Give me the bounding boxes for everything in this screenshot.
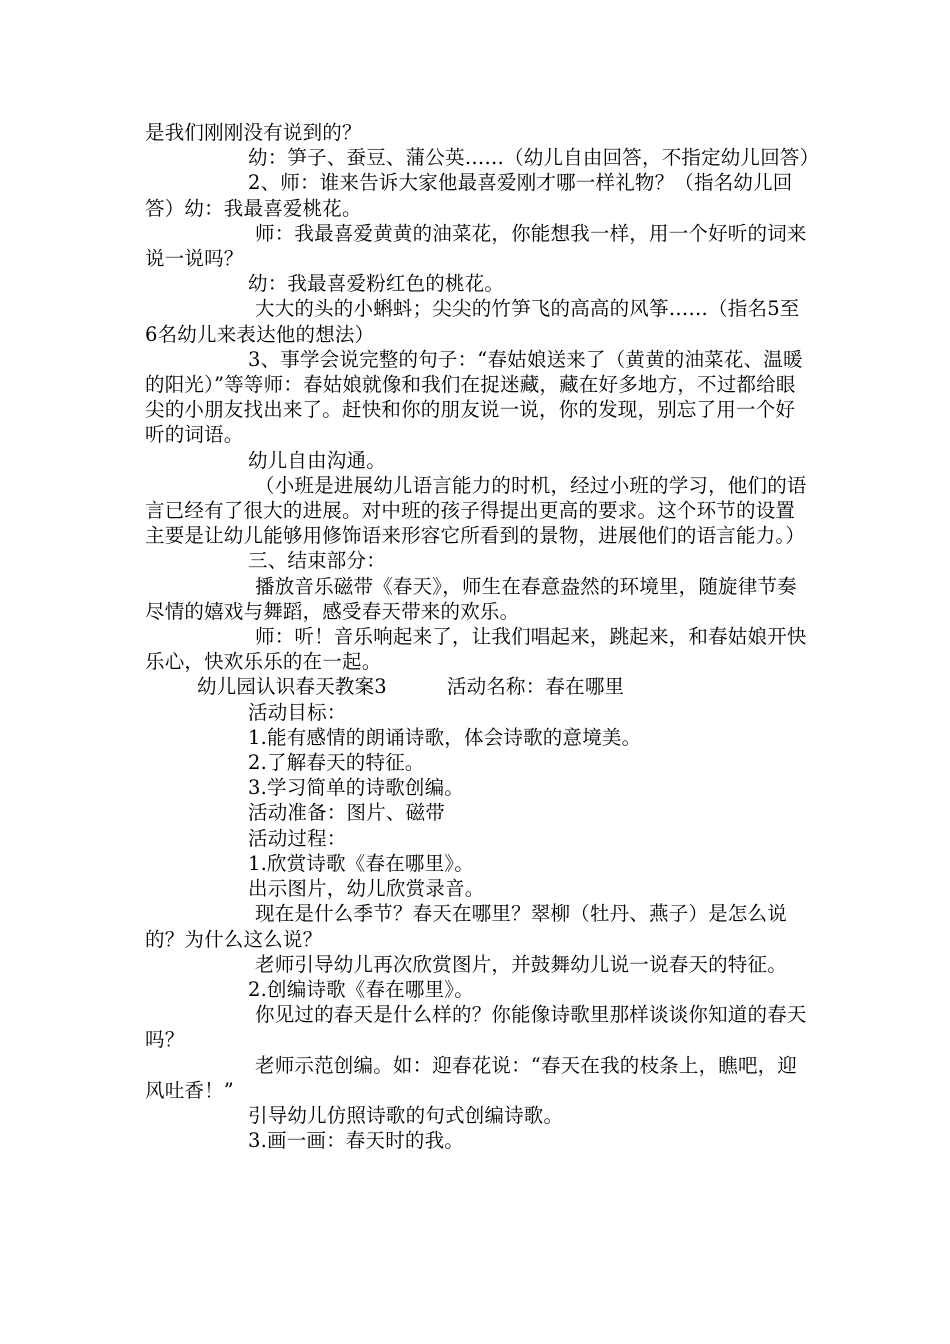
paragraph: 活动准备：图片、磁带	[248, 801, 446, 825]
paragraph: 2、师：谁来告诉大家他最喜爱刚才哪一样礼物？（指名幼儿回答）幼：我最喜爱桃花。	[145, 171, 793, 220]
paragraph: 幼：笋子、蚕豆、蒲公英……（幼儿自由回答，不指定幼儿回答）	[248, 146, 820, 170]
paragraph: 师：听！音乐响起来了，让我们唱起来，跳起来，和春姑娘开快乐心，快欢乐乐的在一起。	[145, 625, 807, 674]
document-body	[145, 120, 820, 1153]
paragraph: 2.创编诗歌《春在哪里》。	[248, 977, 474, 1001]
paragraph: 播放音乐磁带《春天》，师生在春意盎然的环境里，随旋律节奏尽情的嬉戏与舞蹈，感受春天带来的欢乐。	[145, 574, 797, 623]
paragraph: 3.画一画：春天时的我。	[248, 1129, 465, 1153]
paragraph: 1.能有感情的朗诵诗歌，体会诗歌的意境美。	[248, 725, 642, 749]
paragraph: 老师引导幼儿再次欣赏图片，并鼓舞幼儿说一说春天的特征。	[255, 952, 787, 976]
paragraph: 活动过程：	[248, 826, 347, 850]
paragraph: 1.欣赏诗歌《春在哪里》。	[248, 851, 474, 875]
lesson-2-section	[145, 120, 820, 674]
paragraph: 引导幼儿仿照诗歌的句式创编诗歌。	[248, 1103, 564, 1127]
paragraph: 师：我最喜爱黄黄的油菜花，你能想我一样，用一个好听的词来说一说吗？	[145, 221, 807, 271]
lesson-3-heading	[145, 674, 810, 699]
paragraph: 幼：我最喜爱粉红色的桃花。	[248, 272, 505, 296]
lesson-3-title: 幼儿园认识春天教案3	[197, 675, 387, 699]
paragraph: 现在是什么季节？春天在哪里？翠柳（牡丹、燕子）是怎么说的？为什么这么说？	[145, 902, 787, 951]
paragraph: 3.学习简单的诗歌创编。	[248, 776, 465, 800]
paragraph: 2.了解春天的特征。	[248, 751, 425, 775]
paragraph: 3、事学会说完整的句子：“春姑娘送来了（黄黄的油菜花、温暖的阳光）”等等师：春姑娘就像和我们在捉迷藏，藏在好多地方，不过都给眼尖的小朋友找出来了。赶快和你的朋友说一说，你的发现，别忘了用一个好听的词语。	[145, 347, 803, 447]
paragraph: 老师示范创编。如：迎春花说：“春天在我的枝条上，瞧吧，迎风吐香！”	[145, 1053, 798, 1102]
paragraph: （小班是进展幼儿语言能力的时机，经过小班的学习，他们的语言已经有了很大的进展。对中班的孩子得提出更高的要求。这个环节的设置主要是让幼儿能够用修饰语来形容它所看到的景物，进展他们的语言能力。）	[145, 473, 807, 548]
paragraph: 幼儿自由沟通。	[248, 448, 386, 472]
paragraph: 出示图片，幼儿欣赏录音。	[248, 877, 485, 901]
activity-name: 活动名称：春在哪里	[446, 675, 625, 699]
paragraph: 活动目标：	[248, 700, 347, 724]
paragraph: 是我们刚刚没有说到的？	[145, 121, 362, 144]
paragraph: 三、结束部分：	[248, 549, 386, 573]
paragraph: 你见过的春天是什么样的？你能像诗歌里那样谈谈你知道的春天吗？	[145, 1003, 807, 1052]
lesson-3-section	[145, 700, 810, 1154]
paragraph: 大大的头的小蝌蚪；尖尖的竹笋飞的高高的风筝……（指名5至6名幼儿来表达他的想法）	[145, 297, 800, 346]
